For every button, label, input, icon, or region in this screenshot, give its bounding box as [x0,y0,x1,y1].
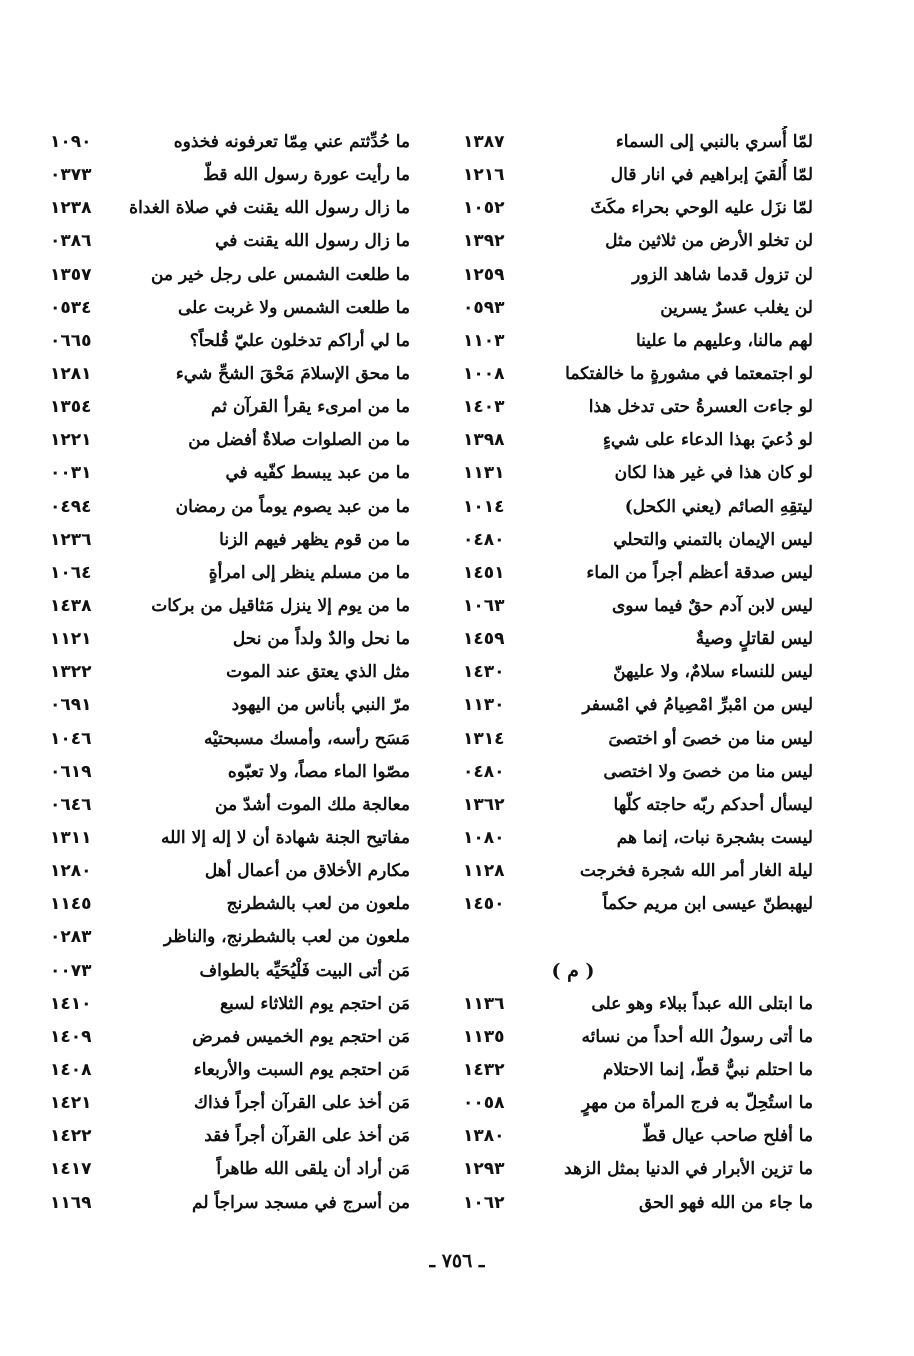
index-entry [50,491,410,524]
entry-text: ما من الصلوات صلاةٌ أفضل من [188,430,410,451]
index-entry [50,1054,410,1087]
index-entry [50,1187,410,1220]
entry-text: لهم مالنا، وعليهم ما علينا [635,330,813,351]
index-entry [50,1021,410,1054]
index-entry [463,1153,813,1186]
entry-number: ٠٢٨٣ [50,927,92,948]
entry-number: ١٤١٧ [50,1159,92,1180]
entry-text: مَن أخذ على القرآن أجراً فقد [204,1126,410,1147]
entry-text: ليس الإيمان بالتمني والتحلي [613,529,813,550]
index-entry [50,325,410,358]
entry-text: لمّا أُسري بالنبي إلى السماء [615,132,813,152]
entry-text: ما لي أراكم تدخلون عليّ قُلحاً؟ [189,330,410,351]
entry-text: ليس منا من خصىَ ولا اختصى [603,761,813,782]
entry-number: ٠٠٥٨ [463,1093,505,1114]
entry-text: ما من مسلم ينظر إلى امرأةٍ [208,562,410,583]
entry-text: ليس منا من خصىَ أو اختصىَ [608,728,813,749]
index-entry [50,822,410,855]
entry-text: ليسأل أحدكم ربّه حاجته كلّها [613,794,813,815]
index-entry [50,623,410,656]
entry-text: ليلة الغار أمر الله شجرة فخرجت [579,861,813,882]
index-entry [50,1087,410,1120]
entry-text: ليس لابن آدم حقٌ فيما سوى [611,595,813,616]
entry-text: مَن أتى البيت فَلْيُحَيِّه بالطواف [199,960,410,981]
index-entry [463,358,813,391]
entry-text: لمّا نزَل عليه الوحي بحراء مكَثَ [590,198,813,219]
index-entry [463,259,813,292]
page-number: ـ ٧٥٦ ـ [429,1250,485,1272]
entry-text: ما زال رسول الله يقنت في [215,231,410,252]
entry-number: ١٣٨٧ [463,132,505,152]
index-entry [50,192,410,225]
entry-number: ١١٦٩ [50,1192,92,1213]
index-entry [50,524,410,557]
index-entry [463,391,813,424]
entry-text: ليهبطنّ عيسى ابن مريم حكماً [602,894,813,915]
index-entry [463,723,813,756]
entry-number: ١٤٢٢ [50,1126,92,1147]
entry-number: ١٢٣٦ [50,529,92,550]
index-entry [50,358,410,391]
entry-text: ما طلعت الشمس ولا غربت على [177,297,410,318]
index-entry [463,491,813,524]
entry-number: ١٠٩٠ [50,132,92,152]
entry-text: مَن أراد أن يلقى الله طاهراً [216,1159,410,1180]
index-entry [463,689,813,722]
index-entry [50,789,410,822]
index-entry [463,1120,813,1153]
entry-text: مَن احتجم يوم السبت والأربعاء [193,1059,410,1080]
entry-number: ١٤٠٩ [50,1026,92,1047]
entry-text: لو كان هذا في غير هذا لكان [614,463,813,484]
entry-number: ١٣٢٢ [50,662,92,683]
entry-text: ما أفلح صاحب عيال قطّ [641,1126,813,1147]
entry-number: ١٠٦٢ [463,1192,505,1213]
entry-number: ١٣٦٢ [463,794,505,815]
entry-text: ملعون من لعب بالشطرنج [226,894,410,915]
index-entry [463,325,813,358]
entry-text: ما محق الإسلامَ مَحْقَ الشحِّ شيء [175,363,410,384]
entry-number: ١٠٥٢ [463,198,505,219]
entry-text: ما جاء من الله فهو الحق [638,1192,813,1213]
index-entry [463,424,813,457]
entry-text: مَن أخذ على القرآن أجراً فذاك [194,1093,410,1114]
index-column-left [50,126,410,1220]
entry-text: ما من عبد يصوم يوماً من رمضان [175,496,410,517]
entry-text: مَسَح رأسه، وأمسك مسبحتيْه [203,728,410,749]
entry-text: ( م ) [551,959,595,982]
index-entry [50,855,410,888]
entry-number: ١٤٠٣ [463,397,505,418]
entry-number: ١٢١٦ [463,165,505,186]
entry-number: ٠٦٤٦ [50,794,92,815]
entry-text: ما نحل والدٌ ولداً من نحل [232,629,410,650]
entry-number: ١٢٣٨ [50,198,92,219]
entry-number: ١٢٨٠ [50,861,92,882]
index-entry [463,822,813,855]
entry-number: ١٤٥١ [463,562,505,583]
entry-number: ١٢٥٩ [463,264,505,285]
entry-number: ٠٤٨٠ [463,529,505,550]
index-entry [50,590,410,623]
entry-number: ٠٤٨٠ [463,761,505,782]
entry-number: ١١٣٠ [463,695,505,716]
index-entry [463,457,813,490]
entry-text: ليست بشجرة نبات، إنما هم [616,827,813,848]
index-entry [50,259,410,292]
entry-text: معالجة ملك الموت أشدّ من [215,794,410,815]
index-entry [50,723,410,756]
entry-number: ١٤٣٠ [463,662,505,683]
entry-text: ما ابتلى الله عبداً ببلاء وهو على [591,993,813,1014]
entry-number: ١٠٦٣ [463,595,505,616]
index-entry [463,1054,813,1087]
index-entry [50,1153,410,1186]
index-entry [50,689,410,722]
entry-number: ١٣١١ [50,827,92,848]
index-entry [463,557,813,590]
index-entry [463,988,813,1021]
index-entry [50,225,410,258]
entry-text: ما طلعت الشمس على رجل خير من [150,264,410,285]
index-entry [50,424,410,457]
index-entry [463,159,813,192]
entry-number: ١١٠٣ [463,330,505,351]
entry-number: ١١٣١ [463,463,505,484]
entry-text: ما حُدِّثتم عني مِمّا تعرفونه فخذوه [173,132,410,152]
entry-number: ١١٣٦ [463,993,505,1014]
index-entry [50,921,410,954]
index-entry [463,789,813,822]
entry-number: ٠٠٣١ [50,463,92,484]
entry-number: ٠٦٩١ [50,695,92,716]
entry-number: ١٣٥٧ [50,264,92,285]
entry-text: مفاتيح الجنة شهادة أن لا إله إلا الله [161,827,410,848]
index-entry [50,955,410,988]
entry-number: ٠٦٦٥ [50,330,92,351]
entry-text: ما أتى رسولُ الله أحداً من نسائه [581,1026,813,1047]
index-entry [463,888,813,921]
entry-text: لن تزول قدما شاهد الزور [632,264,813,285]
entry-text: مكارم الأخلاق من أعمال أهل [204,861,410,882]
entry-number: ١٤٣٢ [463,1059,505,1080]
entry-number: ١١٢٨ [463,861,505,882]
entry-text: ليس لقاتلٍ وصيةٌ [695,629,813,650]
entry-text: ما زال رسول الله يقنت في صلاة الغداة [129,198,410,219]
index-entry [463,524,813,557]
entry-text: ملعون من لعب بالشطرنج، والناظر [163,927,410,948]
index-entry [50,159,410,192]
index-entry [50,756,410,789]
section-heading [463,955,813,988]
entry-text: مَن احتجم يوم الثلاثاء لسبع [219,993,410,1014]
entry-number: ٠٠٧٣ [50,960,92,981]
index-entry [463,623,813,656]
entry-number: ١٤٥٩ [463,629,505,650]
index-entry [50,988,410,1021]
index-entry [463,590,813,623]
index-entry [50,1120,410,1153]
entry-text: ليتقِهِ الصائم (يعني الكحل) [624,496,813,517]
entry-number: ١٤٢١ [50,1093,92,1114]
entry-text: مثل الذي يعتق عند الموت [226,662,410,683]
entry-number: ٠٤٩٤ [50,496,92,517]
entry-number: ٠٣٨٦ [50,231,92,252]
entry-number: ١١٢١ [50,629,92,650]
entry-number: ٠٥٩٣ [463,297,505,318]
entry-number: ١١٣٥ [463,1026,505,1047]
entry-text: لن يغلب عسرٌ يسرين [660,297,813,318]
index-entry [463,1087,813,1120]
entry-text: ما من يوم إلا ينزل مَثاقيل من بركات [151,595,410,616]
entry-number: ١٣٥٤ [50,397,92,418]
entry-number: ١٤٥٠ [463,894,505,915]
entry-number: ١٤١٠ [50,993,92,1014]
entry-number: ١٣٩٢ [463,231,505,252]
entry-text: لو اجتمعتما في مشورةٍ ما خالفتكما [565,363,813,384]
index-entry [50,391,410,424]
entry-number: ١٣٨٠ [463,1126,505,1147]
entry-number: ١١٤٥ [50,894,92,915]
entry-text: ما رأيت عورة رسول الله قطّ [203,165,410,186]
index-entry [463,756,813,789]
index-entry [463,1187,813,1220]
entry-text: ما استُحِلّ به فرج المرأة من مهرٍ [581,1093,813,1114]
index-entry [50,656,410,689]
index-entry [50,126,410,159]
entry-text: ليس للنساء سلامٌ، ولا عليهنّ [613,662,813,683]
entry-number: ١٠٨٠ [463,827,505,848]
entry-text: لو دُعيَ بهذا الدعاء على شيءٍ [602,430,813,451]
index-entry [463,921,813,954]
index-entry [50,457,410,490]
entry-number: ١٢٢١ [50,430,92,451]
entry-text: لمّا أُلقيَ إبراهيم في انار قال [610,165,813,186]
entry-number: ١٠٠٨ [463,363,505,384]
index-entry [50,292,410,325]
entry-text: لو جاءت العسرةُ حتى تدخل هذا [588,397,813,418]
entry-number: ١٠٤٦ [50,728,92,749]
entry-number: ١٠١٤ [463,496,505,517]
entry-number: ١٢٨١ [50,363,92,384]
entry-text: ليس صدقة أعظم أجراً من الماء [586,562,813,583]
index-entry [463,126,813,159]
entry-text: لن تخلو الأرض من ثلاثين مثل [605,231,813,252]
entry-number: ١٣١٤ [463,728,505,749]
index-entry [463,192,813,225]
index-entry [463,225,813,258]
index-entry [50,888,410,921]
entry-number: ١٣٩٨ [463,430,505,451]
entry-text: مصّوا الماء مصاً، ولا تعبّوه [227,761,410,782]
entry-text: مرّ النبي بأناس من اليهود [231,695,410,716]
entry-text: ليس من امْبرِّ امْصِيامُ في امْسفر [582,695,813,716]
entry-text: من أسرج في مسجد سراجاً لم [192,1192,410,1213]
index-entry [463,656,813,689]
entry-number: ١٤٠٨ [50,1059,92,1080]
entry-number: ١٠٦٤ [50,562,92,583]
entry-number: ٠٥٣٤ [50,297,92,318]
entry-text: ما احتلم نبيٌّ قطّ، إنما الاحتلام [602,1059,813,1080]
index-entry [463,292,813,325]
index-entry [50,557,410,590]
index-entry [463,855,813,888]
entry-text: ما من امرىء يقرأ القرآن ثم [210,397,410,418]
index-column-right [463,126,813,1220]
index-entry [463,1021,813,1054]
entry-number: ٠٦١٩ [50,761,92,782]
entry-number: ١٤٣٨ [50,595,92,616]
entry-number: ٠٣٧٣ [50,165,92,186]
entry-number: ١٢٩٣ [463,1159,505,1180]
entry-text: ما تزين الأبرار في الدنيا بمثل الزهد [564,1159,813,1180]
entry-text: ما من عبد يبسط كفّيه في [225,463,410,484]
entry-text: ما من قوم يظهر فيهم الزنا [219,529,410,550]
entry-text: مَن احتجم يوم الخميس فمرض [192,1026,410,1047]
